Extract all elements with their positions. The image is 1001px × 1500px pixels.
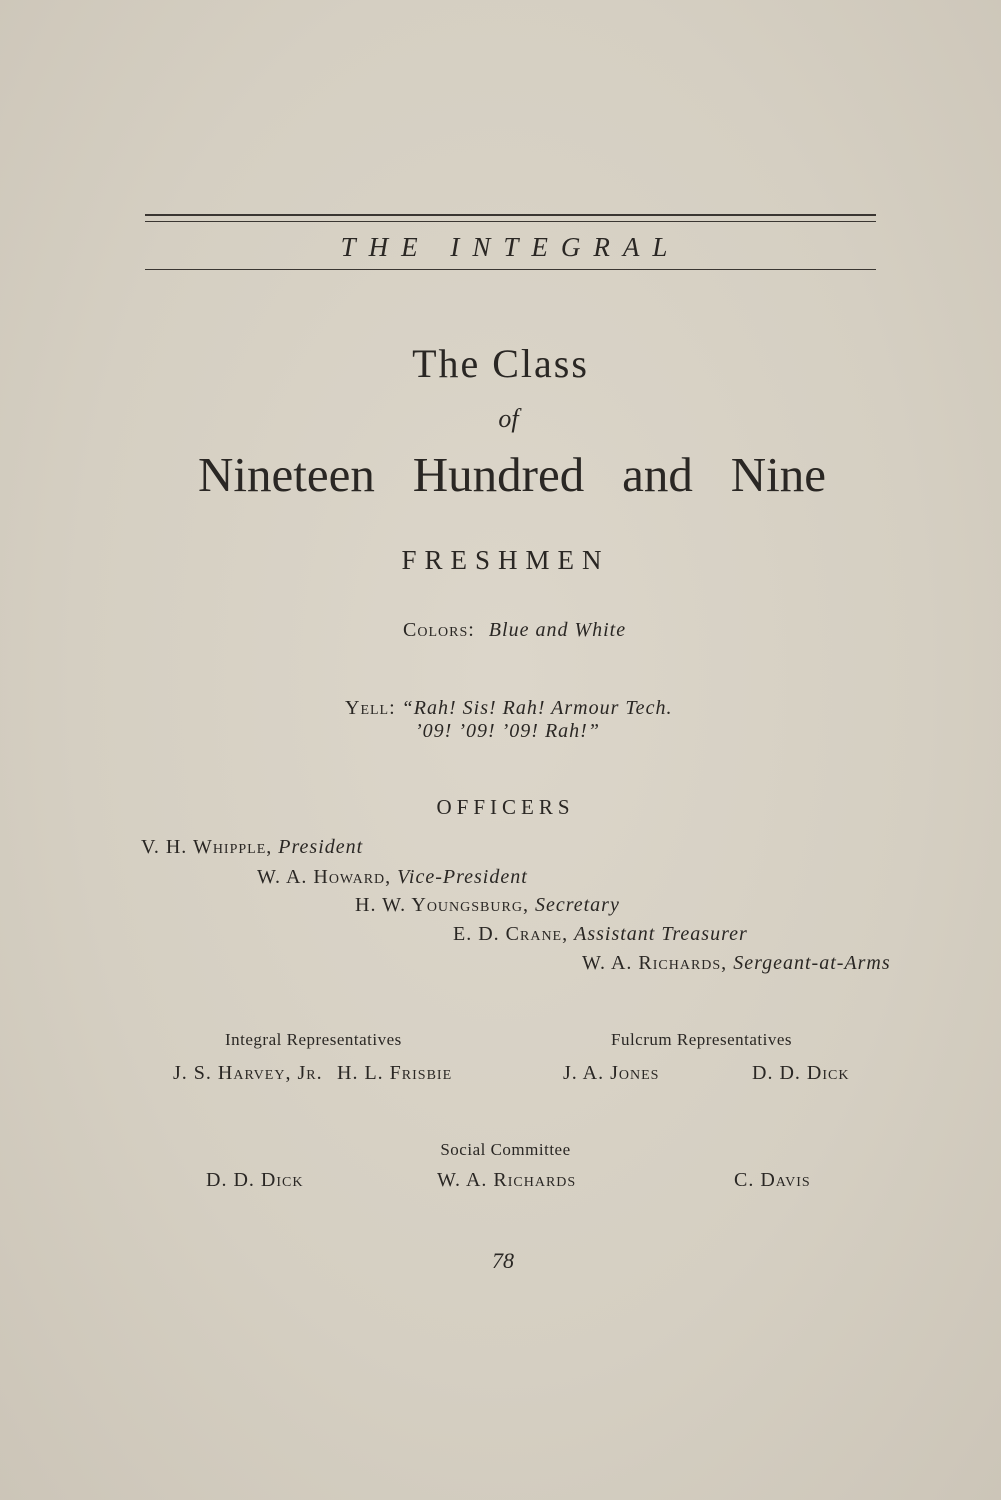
masthead-top-rule-thick (145, 214, 876, 216)
masthead-bottom-rule (145, 269, 876, 270)
officer-vice-president (257, 866, 528, 889)
officer-title: President (278, 836, 364, 858)
title-year (198, 446, 826, 503)
title-word-1: Nineteen (198, 447, 375, 502)
social-committee-heading: Social Committee (440, 1140, 571, 1159)
social-member-3: C. Davis (734, 1169, 811, 1191)
title-freshmen: FRESHMEN (401, 545, 610, 575)
colors-label: Colors: (403, 619, 475, 641)
officer-name: W. A. Richards, (582, 952, 728, 974)
officer-name: H. W. Youngsburg, (355, 894, 529, 916)
officer-name: E. D. Crane, (453, 923, 569, 945)
yell-text-1: “Rah! Sis! Rah! Armour Tech. (401, 697, 673, 719)
officer-president (141, 836, 363, 859)
title-word-3: and (622, 447, 693, 502)
class-yell-line-1 (345, 697, 672, 720)
integral-reps-heading: Integral Representatives (225, 1030, 402, 1049)
officer-title: Sergeant-at-Arms (733, 952, 891, 974)
integral-rep-1: J. S. Harvey, Jr. (173, 1062, 323, 1084)
officer-title: Secretary (534, 894, 620, 916)
fulcrum-reps-heading: Fulcrum Representatives (611, 1030, 792, 1049)
class-yell-line-2: ’09! ’09! ’09! Rah!” (415, 720, 600, 742)
officer-name: V. H. Whipple, (141, 836, 273, 858)
officers-heading: OFFICERS (436, 795, 575, 819)
yell-label: Yell: (345, 697, 396, 719)
officer-assistant-treasurer (453, 923, 748, 946)
officer-secretary (355, 894, 620, 917)
officer-title: Vice-President (397, 866, 528, 888)
masthead-top-rule-thin (145, 221, 876, 222)
social-member-1: D. D. Dick (206, 1169, 304, 1191)
colors-value: Blue and White (488, 619, 627, 641)
fulcrum-rep-2: D. D. Dick (752, 1062, 850, 1084)
title-word-2: Hundred (412, 447, 585, 502)
class-colors (403, 619, 626, 642)
officer-sergeant-at-arms (582, 952, 891, 975)
officer-name: W. A. Howard, (257, 866, 392, 888)
integral-rep-2: H. L. Frisbie (337, 1062, 453, 1084)
title-word-4: Nine (730, 447, 826, 502)
title-of: of (498, 404, 519, 433)
fulcrum-rep-1: J. A. Jones (563, 1062, 660, 1084)
masthead: THE INTEGRAL (340, 232, 681, 262)
officer-title: Assistant Treasurer (574, 923, 748, 945)
title-the-class: The Class (412, 341, 589, 386)
page-number: 78 (492, 1248, 514, 1273)
social-member-2: W. A. Richards (437, 1169, 577, 1191)
